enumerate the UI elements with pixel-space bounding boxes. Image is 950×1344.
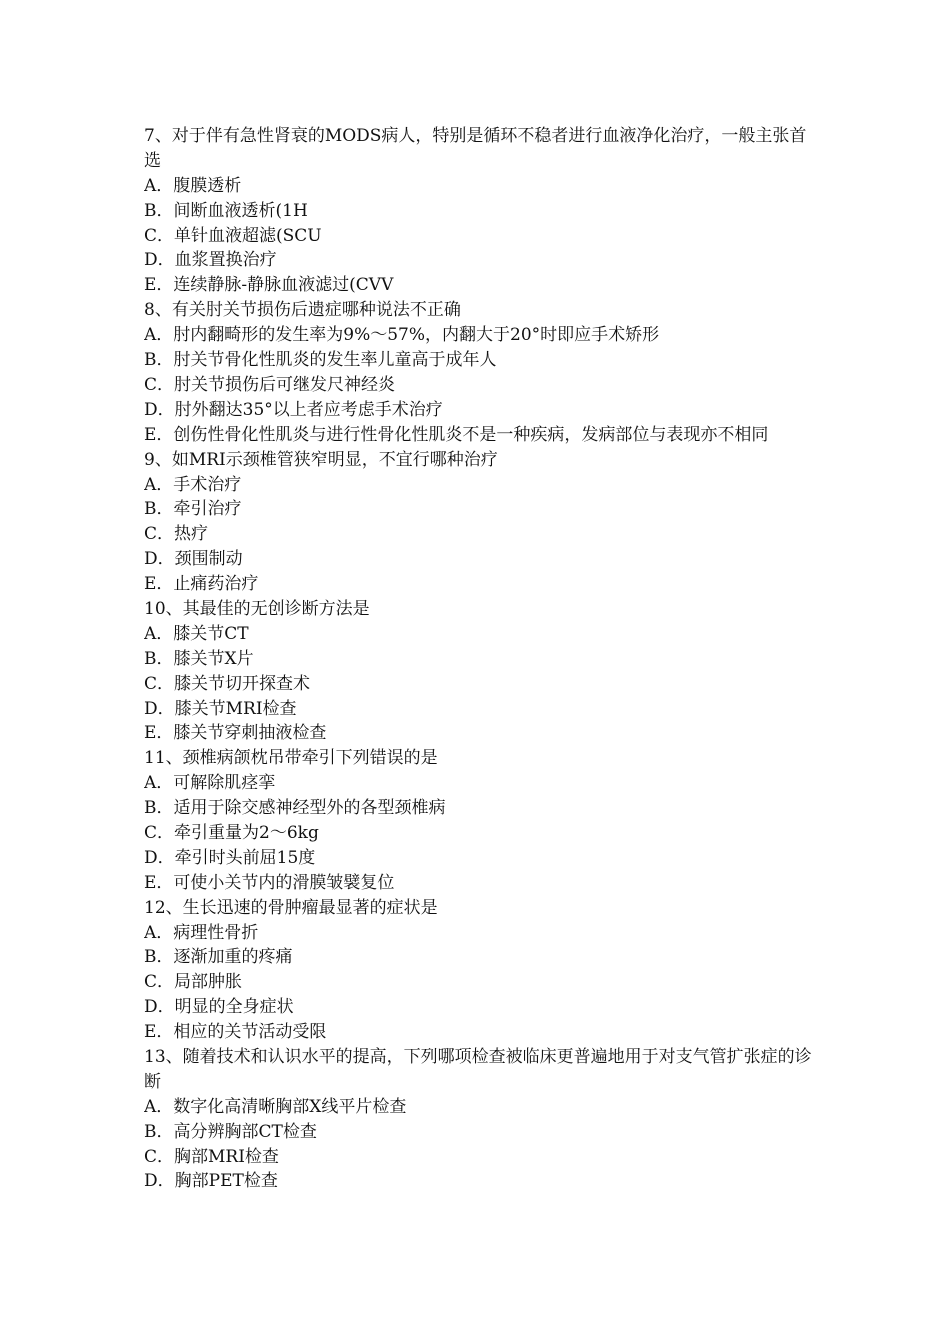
- option-b: B．肘关节骨化性肌炎的发生率儿童高于成年人: [144, 350, 497, 371]
- option-b: B．膝关节X片: [144, 648, 254, 669]
- option-a: A．腹膜透析: [144, 175, 242, 196]
- option-c: C．牵引重量为2～6kg: [144, 822, 319, 843]
- option-a: A．手术治疗: [144, 474, 242, 495]
- question-10: [144, 597, 816, 746]
- option-a: A．数字化高清晰胸部X线平片检查: [144, 1096, 407, 1117]
- option-c: C．热疗: [144, 524, 209, 545]
- option-d: D．血浆置换治疗: [144, 250, 277, 271]
- option-b: B．适用于除交感神经型外的各型颈椎病: [144, 798, 446, 819]
- question-stem: 10、其最佳的无创诊断方法是: [144, 598, 370, 619]
- option-a: A．病理性骨折: [144, 922, 259, 943]
- question-9: [144, 448, 816, 597]
- document-page: [144, 124, 816, 1194]
- option-d: D．牵引时头前屈15度: [144, 847, 316, 868]
- option-c: C．局部肿胀: [144, 972, 243, 993]
- option-e: E．止痛药治疗: [144, 574, 259, 595]
- option-a: A．膝关节CT: [144, 623, 249, 644]
- question-stem: 9、如MRI示颈椎管狭窄明显，不宜行哪种治疗: [144, 449, 498, 470]
- option-b: B．间断血液透析(1H: [144, 200, 308, 221]
- option-b: B．逐渐加重的疼痛: [144, 947, 293, 968]
- question-8: [144, 298, 816, 447]
- option-d: D．明显的全身症状: [144, 997, 294, 1018]
- option-c: C．膝关节切开探查术: [144, 673, 311, 694]
- option-c: C．肘关节损伤后可继发尺神经炎: [144, 374, 396, 395]
- question-stem: 8、有关肘关节损伤后遗症哪种说法不正确: [144, 300, 461, 321]
- question-stem: 13、随着技术和认识水平的提高，下列哪项检查被临床更普遍地用于对支气管扩张症的诊断: [144, 1047, 812, 1092]
- question-stem: 11、颈椎病颌枕吊带牵引下列错误的是: [144, 748, 438, 769]
- option-e: E．膝关节穿刺抽液检查: [144, 723, 327, 744]
- option-a: A．肘内翻畸形的发生率为9%～57%，内翻大于20°时即应手术矫形: [144, 325, 660, 346]
- option-d: D．颈围制动: [144, 549, 243, 570]
- option-b: B．牵引治疗: [144, 499, 242, 520]
- option-d: D．肘外翻达35°以上者应考虑手术治疗: [144, 399, 443, 420]
- question-stem: 7、对于伴有急性肾衰的MODS病人，特别是循环不稳者进行血液净化治疗，一般主张首选: [144, 126, 807, 171]
- option-c: C．单针血液超滤(SCU: [144, 225, 322, 246]
- question-stem: 12、生长迅速的骨肿瘤最显著的症状是: [144, 897, 438, 918]
- option-e: E．连续静脉-静脉血液滤过(CVV: [144, 275, 394, 296]
- question-12: [144, 896, 816, 1045]
- option-b: B．高分辨胸部CT检查: [144, 1121, 317, 1142]
- option-a: A．可解除肌痉挛: [144, 773, 276, 794]
- option-d: D．膝关节MRI检查: [144, 698, 297, 719]
- question-13: [144, 1045, 816, 1194]
- question-7: [144, 124, 816, 298]
- option-e: E．创伤性骨化性肌炎与进行性骨化性肌炎不是一种疾病，发病部位与表现亦不相同: [144, 424, 769, 445]
- question-11: [144, 746, 816, 895]
- option-e: E．相应的关节活动受限: [144, 1022, 327, 1043]
- option-e: E．可使小关节内的滑膜皱襞复位: [144, 872, 395, 893]
- option-d: D．胸部PET检查: [144, 1171, 278, 1192]
- option-c: C．胸部MRI检查: [144, 1146, 279, 1167]
